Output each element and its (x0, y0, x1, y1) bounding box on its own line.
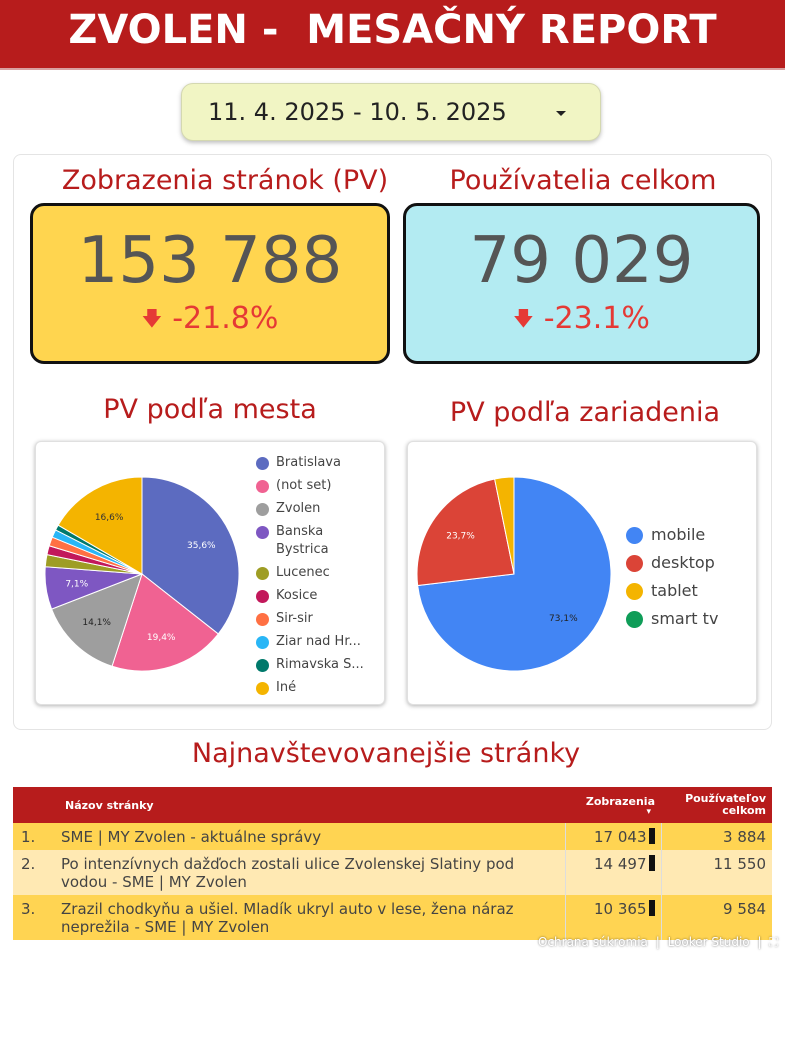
kpi-value-pageviews: 153 788 (77, 224, 343, 298)
legend-label: Lucenec (276, 565, 330, 580)
row-page-name: Zrazil chodkyňu a ušiel. Mladík ukryl auto v lese, žena náraz neprežila - SME | MY Zvolen (57, 895, 565, 940)
kpi-label-pageviews: Zobrazenia stránok (PV) (61, 165, 389, 196)
legend-swatch (256, 567, 269, 580)
row-users: 9 584 (661, 895, 772, 940)
row-views-value: 10 365 (594, 900, 647, 918)
header-views-label: Zobrazenia (585, 794, 655, 808)
legend-swatch (626, 527, 643, 544)
legend-item[interactable] (256, 477, 364, 495)
legend-swatch (256, 682, 269, 695)
kpi-delta-pageviews (33, 301, 387, 338)
legend-swatch (256, 659, 269, 672)
legend-item[interactable] (256, 633, 364, 651)
kpi-card-users (403, 203, 760, 364)
pie-data-label: 73,1% (549, 613, 578, 624)
header-views[interactable] (565, 787, 661, 823)
row-index: 2. (13, 850, 57, 895)
legend-label: mobile (651, 525, 706, 544)
kpi-label-users: Používatelia celkom (449, 165, 717, 196)
legend-label: tablet (651, 581, 698, 600)
footer-separator: | (655, 935, 660, 949)
legend-label: Kosice (276, 588, 318, 603)
row-users: 11 550 (661, 850, 772, 895)
legend-item[interactable] (256, 679, 364, 697)
kpi-card-pageviews (30, 203, 390, 364)
pie-data-label: 14,1% (82, 617, 111, 628)
legend-item[interactable] (256, 500, 364, 518)
legend-item[interactable] (626, 549, 718, 577)
header-index (13, 787, 57, 823)
legend-swatch (256, 457, 269, 470)
row-page-name: Po intenzívnych dažďoch zostali ulice Zvolenskej Slatiny pod vodou - SME | MY Zvolen (57, 850, 565, 895)
legend-swatch (626, 583, 643, 600)
kpi-delta-users (406, 301, 757, 338)
chart-card-city (35, 441, 385, 705)
legend-label: (not set) (276, 478, 332, 493)
kpi-delta-text: -23.1% (543, 301, 650, 336)
legend-item[interactable] (256, 610, 364, 628)
report-title: ZVOLEN - MESAČNÝ REPORT (68, 7, 717, 53)
table-title: Najnavštevovanejšie stránky (191, 738, 581, 769)
legend-label: desktop (651, 553, 715, 572)
legend-device (626, 521, 718, 633)
legend-swatch (626, 555, 643, 572)
row-views-bar (649, 855, 655, 871)
legend-city (256, 454, 364, 702)
row-views (565, 895, 661, 940)
report-header (0, 0, 785, 70)
legend-item[interactable] (256, 656, 364, 674)
top-pages-table (13, 787, 772, 954)
legend-label: Ziar nad Hr... (276, 634, 361, 649)
date-range-label: 11. 4. 2025 - 10. 5. 2025 (208, 98, 507, 126)
pie-data-label: 35,6% (187, 541, 216, 552)
header-users-line1: Používateľov (685, 792, 766, 805)
dropdown-caret-icon (556, 111, 566, 116)
pie-data-label: 16,6% (94, 512, 124, 523)
legend-label: Bratislava (276, 455, 341, 470)
pie-data-label: 19,4% (146, 633, 176, 644)
row-views-bar (649, 828, 655, 844)
row-views-bar (649, 900, 655, 916)
legend-swatch (256, 590, 269, 603)
legend-item[interactable] (256, 523, 364, 559)
row-views (565, 850, 661, 895)
pie-data-label: 23,7% (446, 531, 475, 542)
down-arrow-icon: 🡇 (513, 306, 534, 330)
chart-card-device (407, 441, 757, 705)
legend-swatch (256, 480, 269, 493)
legend-item[interactable] (256, 564, 364, 582)
row-index: 1. (13, 823, 57, 850)
down-arrow-icon: 🡇 (141, 306, 163, 330)
legend-label: Sir-sir (276, 611, 313, 626)
privacy-link[interactable]: Ochrana súkromia (538, 935, 648, 949)
header-users-line2: celkom (722, 804, 766, 817)
looker-studio-link[interactable]: Looker Studio (667, 935, 750, 949)
chart-title-device: PV podľa zariadenia (449, 397, 721, 428)
fullscreen-icon[interactable]: ⛶ (769, 935, 778, 949)
table-row[interactable] (13, 895, 772, 940)
legend-swatch (256, 636, 269, 649)
legend-label: Zvolen (276, 501, 321, 516)
row-index: 3. (13, 895, 57, 940)
row-views (565, 823, 661, 850)
legend-label: Banska Bystrica (276, 524, 329, 557)
row-users: 3 884 (661, 823, 772, 850)
legend-item[interactable] (256, 454, 364, 472)
header-users[interactable] (661, 787, 772, 823)
chart-title-city: PV podľa mesta (103, 394, 317, 425)
header-page-name[interactable]: Názov stránky (57, 787, 565, 823)
legend-swatch (256, 613, 269, 626)
legend-item[interactable] (626, 577, 718, 605)
sort-desc-icon: ▾ (646, 806, 651, 817)
legend-item[interactable] (626, 605, 718, 633)
legend-label: Iné (276, 680, 297, 695)
footer-links (538, 935, 778, 950)
legend-item[interactable] (626, 521, 718, 549)
row-page-name: SME | MY Zvolen - aktuálne správy (57, 823, 565, 850)
table-row[interactable] (13, 850, 772, 895)
legend-swatch (626, 611, 643, 628)
legend-swatch (256, 526, 269, 539)
pie-data-label: 7,1% (65, 579, 89, 590)
legend-label: Rimavska S... (276, 657, 364, 672)
row-views-value: 14 497 (594, 855, 647, 873)
table-row[interactable] (13, 823, 772, 850)
legend-item[interactable] (256, 587, 364, 605)
kpi-value-users: 79 029 (469, 224, 694, 298)
legend-label: smart tv (651, 609, 719, 628)
footer-separator: | (757, 935, 762, 949)
date-range-picker[interactable] (181, 83, 601, 141)
legend-swatch (256, 503, 269, 516)
kpi-delta-text: -21.8% (172, 301, 279, 336)
row-views-value: 17 043 (594, 828, 647, 846)
